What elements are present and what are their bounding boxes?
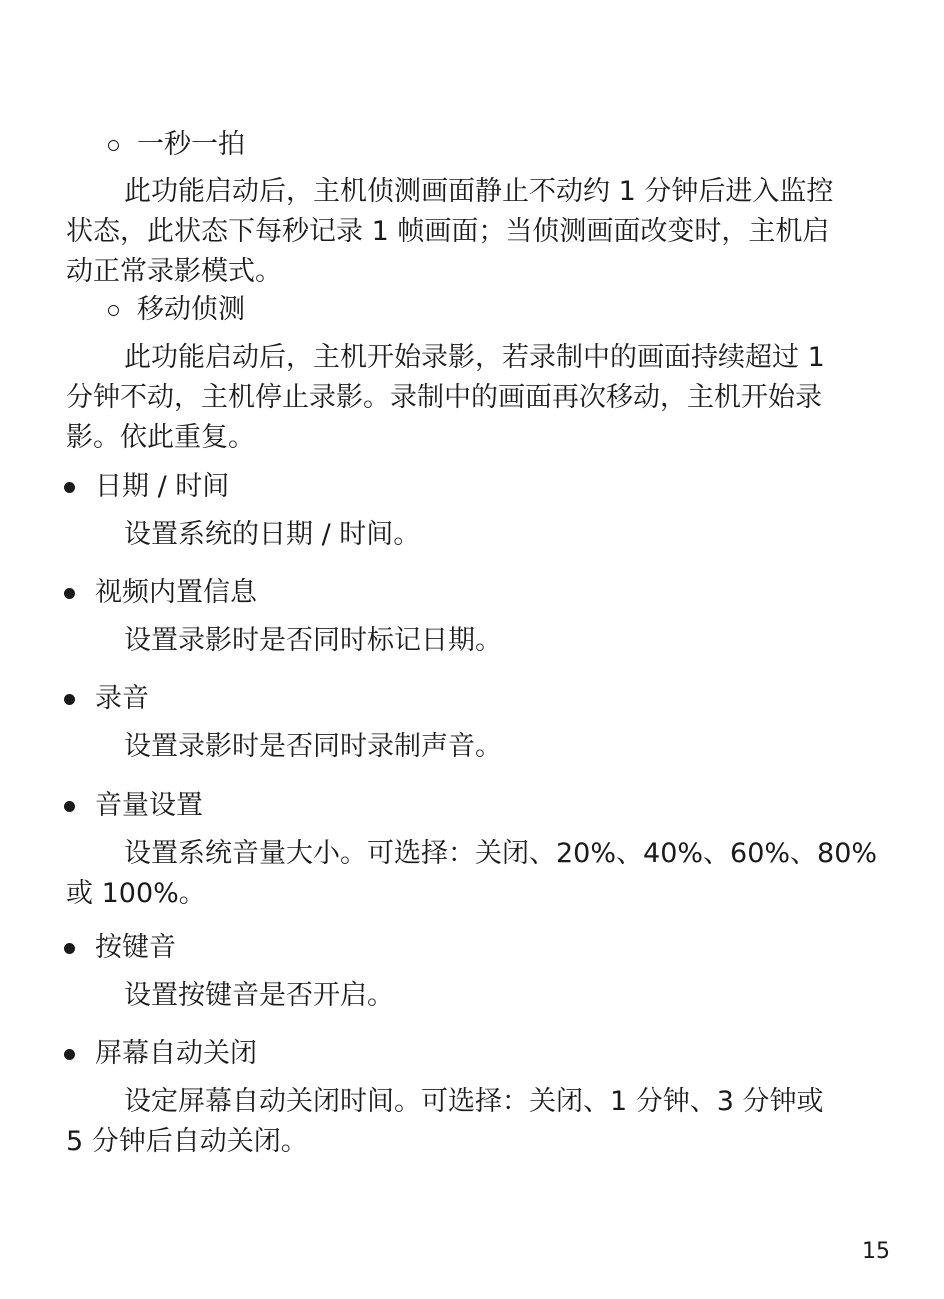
- item-heading-volume: [64, 789, 203, 823]
- paragraph-line: 或 100%。: [66, 878, 206, 909]
- item-heading-label: 屏幕自动关闭: [95, 1038, 257, 1069]
- sub-heading-one-frame-per-second: [108, 128, 245, 162]
- sub-heading-label: 一秒一拍: [137, 129, 245, 160]
- bullet-icon: [64, 1049, 75, 1060]
- item-heading-label: 按键音: [95, 932, 176, 963]
- hollow-bullet-icon: [108, 305, 119, 316]
- item-heading-key-tone: [64, 931, 176, 965]
- paragraph-line: 5 分钟后自动关闭。: [66, 1126, 308, 1157]
- page-number: 15: [862, 1239, 890, 1264]
- bullet-icon: [64, 694, 75, 705]
- item-heading-label: 日期 / 时间: [95, 471, 230, 502]
- bullet-icon: [64, 482, 75, 493]
- item-description: 设置按键音是否开启。: [124, 980, 394, 1011]
- bullet-icon: [64, 943, 75, 954]
- paragraph-line: 此功能启动后，主机侦测画面静止不动约 1 分钟后进入监控: [124, 176, 834, 207]
- paragraph-line: 此功能启动后，主机开始录影，若录制中的画面持续超过 1: [124, 342, 825, 373]
- sub-heading-motion-detection: [108, 293, 245, 327]
- paragraph-line: 状态，此状态下每秒记录 1 帧画面；当侦测画面改变时，主机启: [66, 216, 830, 247]
- item-heading-audio-recording: [64, 682, 149, 716]
- paragraph-line: 影。依此重复。: [66, 422, 255, 453]
- item-heading-video-overlay: [64, 576, 257, 610]
- paragraph-line: 分钟不动，主机停止录影。录制中的画面再次移动，主机开始录: [66, 382, 822, 413]
- item-description: 设置录影时是否同时标记日期。: [124, 625, 502, 656]
- paragraph-line: 动正常录影模式。: [66, 256, 282, 287]
- bullet-icon: [64, 801, 75, 812]
- paragraph-one-frame-per-second: [66, 172, 896, 292]
- item-description: 设置系统的日期 / 时间。: [124, 519, 421, 550]
- paragraph-motion-detection: [66, 338, 896, 458]
- item-heading-screen-auto-off: [64, 1037, 257, 1071]
- item-description-volume: [66, 834, 896, 914]
- sub-heading-label: 移动侦测: [137, 294, 245, 325]
- item-heading-label: 录音: [95, 683, 149, 714]
- hollow-bullet-icon: [108, 140, 119, 151]
- item-description: 设置录影时是否同时录制声音。: [124, 731, 502, 762]
- paragraph-line: 设定屏幕自动关闭时间。可选择：关闭、1 分钟、3 分钟或: [124, 1086, 824, 1117]
- paragraph-line: 设置系统音量大小。可选择：关闭、20%、40%、60%、80%: [124, 838, 878, 869]
- item-heading-date-time: [64, 470, 229, 504]
- item-heading-label: 视频内置信息: [95, 577, 257, 608]
- item-description-screen-auto-off: [66, 1082, 896, 1162]
- item-heading-label: 音量设置: [95, 790, 203, 821]
- bullet-icon: [64, 588, 75, 599]
